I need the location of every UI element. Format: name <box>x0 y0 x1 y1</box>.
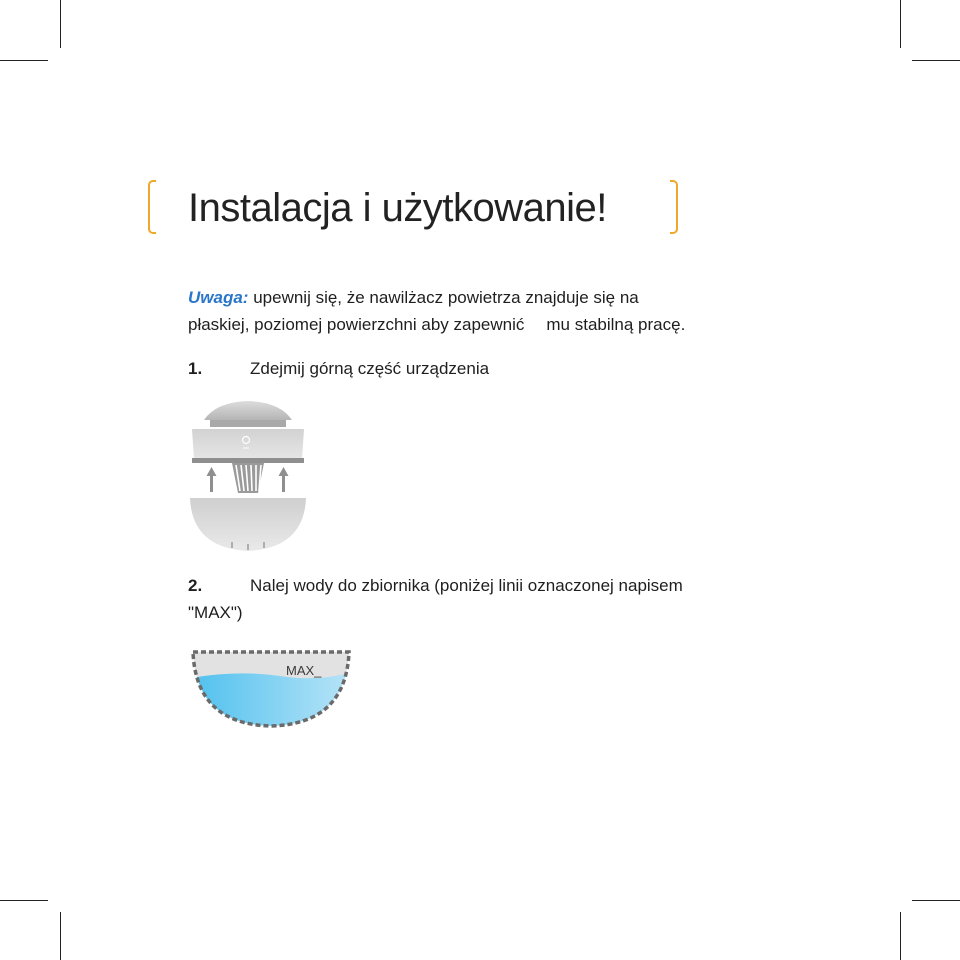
max-line-label: MAX_ <box>286 663 322 678</box>
crop-mark-top-left-horizontal <box>0 60 48 61</box>
note-line-1 <box>188 285 639 311</box>
crop-mark-bottom-right-horizontal <box>912 900 960 901</box>
humidifier-disassembly-icon <box>186 398 310 554</box>
step-1 <box>188 356 489 382</box>
step-2 <box>188 573 683 599</box>
step-1-text: Zdejmij górną część urządzenia <box>250 359 490 378</box>
crop-mark-top-right-vertical <box>900 0 901 48</box>
crop-mark-top-left-vertical <box>60 0 61 48</box>
step-2-number: 2. <box>188 576 203 595</box>
title-bracket-left <box>148 180 156 234</box>
crop-mark-bottom-right-vertical <box>900 912 901 960</box>
page-title: Instalacja i użytkowanie! <box>188 186 607 230</box>
note-text-1: upewnij się, że nawilżacz powietrza znajduje się na <box>253 288 639 307</box>
note-label: Uwaga: <box>188 288 249 307</box>
crop-mark-top-right-horizontal <box>912 60 960 61</box>
crop-mark-bottom-left-vertical <box>60 912 61 960</box>
step-1-number: 1. <box>188 359 203 378</box>
title-bracket-right <box>670 180 678 234</box>
step-2-continued: "MAX") <box>188 603 243 622</box>
note-text-2a: płaskiej, poziomej powierzchni aby zapewnić <box>188 315 525 334</box>
note-line-2 <box>188 312 685 338</box>
note-text-2b: mu stabilną pracę. <box>546 315 686 334</box>
step-2-text: Nalej wody do zbiornika (poniżej linii oznaczonej napisem <box>250 576 683 595</box>
crop-mark-bottom-left-horizontal <box>0 900 48 901</box>
water-tank-max-line-icon <box>190 648 352 730</box>
